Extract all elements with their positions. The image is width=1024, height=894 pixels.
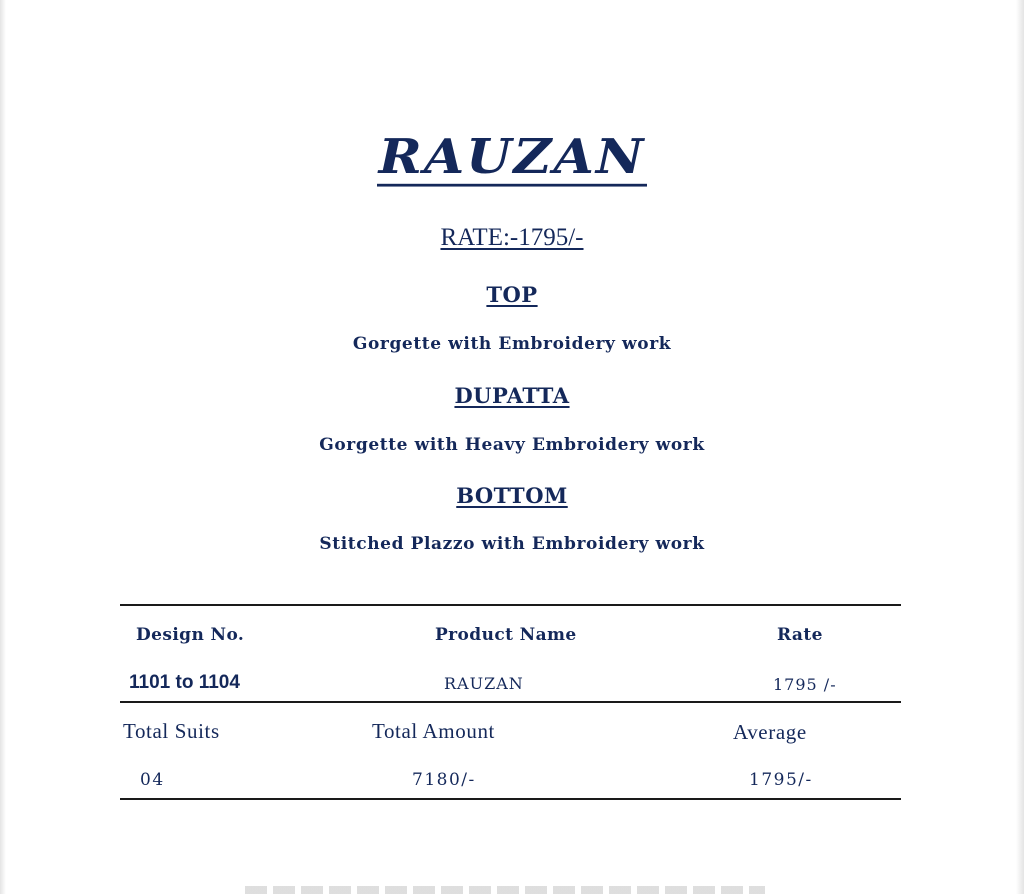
section-heading-dupatta: [0, 383, 1024, 408]
rate-text: RATE:-1795/-: [440, 224, 584, 251]
section-heading-bottom: [0, 483, 1024, 508]
value-average: 1795/-: [749, 770, 813, 790]
section-heading-dupatta-label: DUPATTA: [454, 383, 570, 408]
section-desc-top: [0, 334, 1024, 354]
section-desc-dupatta: [0, 435, 1024, 455]
table-rule-middle: [120, 701, 901, 703]
section-desc-bottom: [0, 534, 1024, 554]
section-heading-top-label: TOP: [486, 282, 538, 307]
table-rule-top: [120, 604, 901, 606]
cell-product-name: RAUZAN: [444, 674, 524, 693]
header-product-name: Product Name: [435, 625, 577, 645]
cell-design-no: 1101 to 1104: [129, 672, 240, 693]
header-design-no: Design No.: [136, 625, 245, 645]
brand-name: RAUZAN: [378, 128, 646, 185]
table-rule-bottom: [120, 798, 901, 800]
section-desc-top-text: Gorgette with Embroidery work: [352, 334, 672, 354]
section-desc-bottom-text: Stitched Plazzo with Embroidery work: [319, 534, 705, 554]
cropped-text-fragment: [245, 886, 765, 894]
section-heading-bottom-label: BOTTOM: [456, 483, 568, 508]
section-desc-dupatta-text: Gorgette with Heavy Embroidery work: [319, 435, 705, 455]
label-total-amount: Total Amount: [372, 719, 495, 743]
header-rate: Rate: [777, 625, 823, 645]
cell-rate: 1795 /-: [773, 675, 837, 694]
rate-line: [0, 224, 1024, 252]
label-average: Average: [733, 720, 807, 744]
value-total-amount: 7180/-: [412, 770, 476, 790]
label-total-suits: Total Suits: [123, 719, 220, 743]
section-heading-top: [0, 282, 1024, 307]
brand-title: [0, 128, 1024, 189]
value-total-suits: 04: [140, 770, 165, 790]
